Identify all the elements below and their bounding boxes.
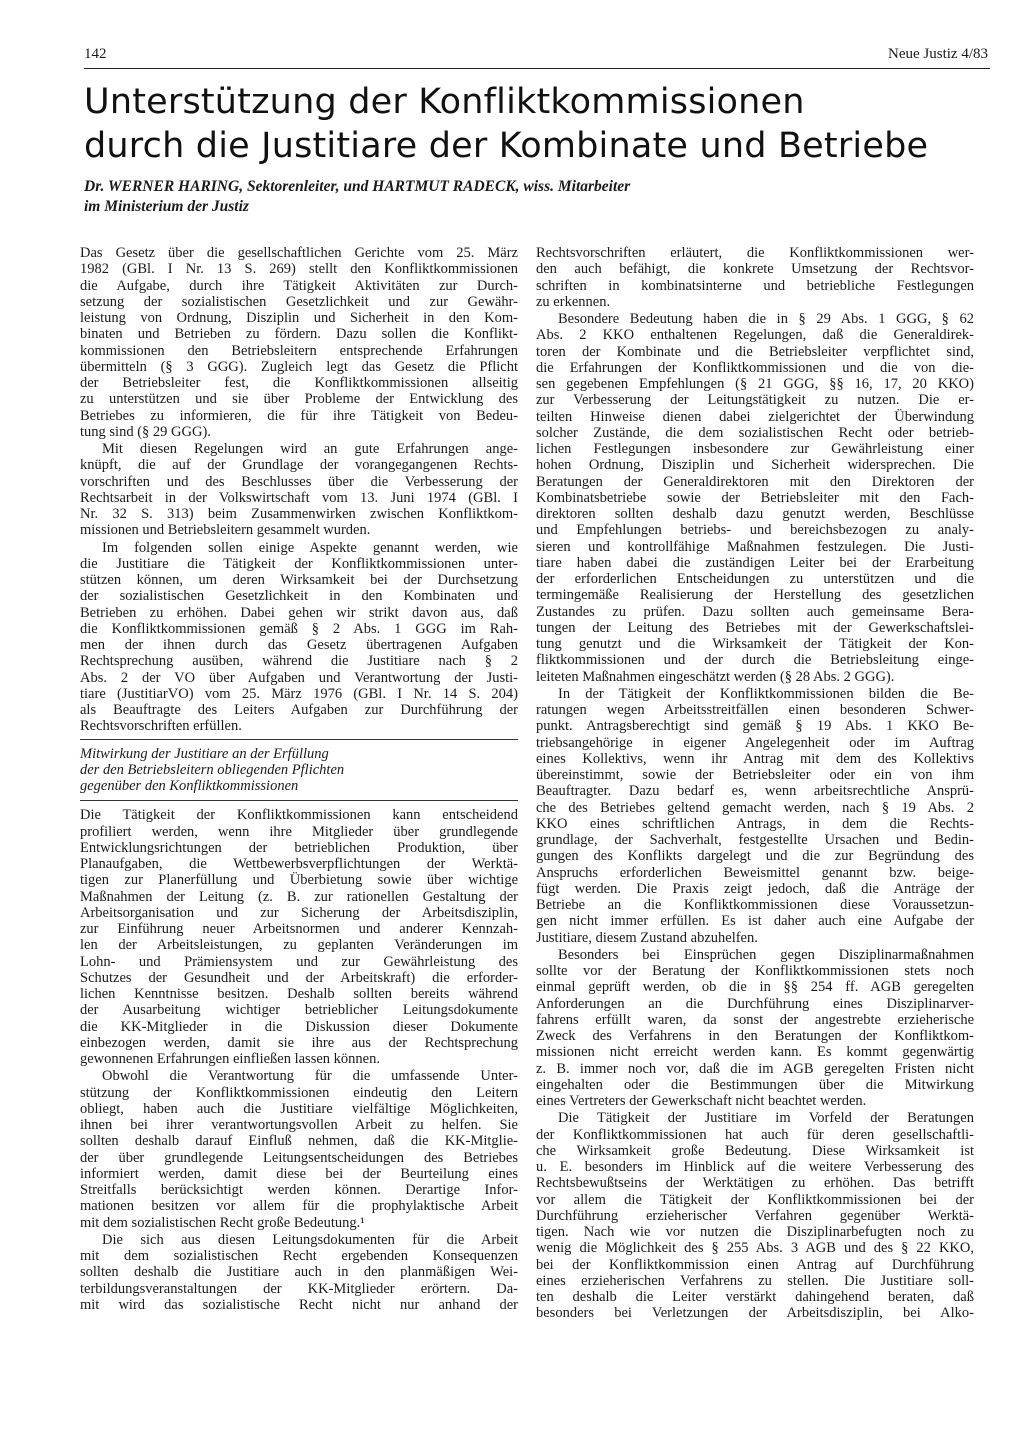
text-line: Zweck des Verfahrens in den Beratungen der Konfliktkom-: [536, 1028, 974, 1044]
text-line: Rechtsprechung ausüben, während die Justitiare nach § 2: [80, 653, 518, 670]
text-line: u. E. besonders im Hinblick auf die weitere Verbesserung des: [536, 1159, 974, 1175]
text-line: Rechtsvorschriften erfüllen.: [80, 718, 242, 735]
text-line: einbezogen werden, damit sie ihre aus der Rechtsprechung: [80, 1034, 518, 1051]
text-line: besonders bei Verletzungen der Arbeitsdisziplin, bei Alko-: [536, 1305, 974, 1322]
authors-line: im Ministerium der Justiz: [84, 198, 249, 215]
text-line: der Betriebsleiter fest, die Konfliktkommissionen allseitig: [80, 375, 518, 391]
text-line: che Wirksamkeit große Bedeutung. Diese Wirksamkeit ist: [536, 1142, 974, 1159]
text-line: schriften in kombinatsinterne und betriebliche Festlegungen: [536, 277, 974, 294]
paragraph: [536, 311, 974, 685]
text-line: Obwohl die Verantwortung für die umfassende Unter-: [102, 1068, 518, 1085]
text-line: Anspruchs erforderlichen Beweismittel genannt bzw. beige-: [536, 864, 974, 881]
text-line: knüpft, die auf der Grundlage der vorangegangenen Rechts-: [80, 457, 518, 474]
text-line: Schutzes der Gesundheit und der Arbeitskraft) die erforder-: [80, 969, 518, 986]
text-line: ihnen bei ihrer verantwortungsvollen Arbeit zu helfen. Sie: [80, 1117, 518, 1133]
text-line: Arbeitsorganisation und zur Sicherung der Arbeitsdisziplin,: [80, 904, 518, 921]
text-line: Die Tätigkeit der Konfliktkommissionen kann entscheidend: [80, 807, 518, 824]
text-line: missionen und Betriebsleitern gesammelt wurden.: [80, 522, 371, 539]
text-line: termingemäße Realisierung der Herstellung des gesetzlichen: [536, 587, 974, 604]
text-line: den auch befähigt, die konkrete Umsetzung der Rechtsvor-: [536, 261, 974, 278]
text-line: der über grundlegende Leitungsentscheidungen des Betriebes: [80, 1149, 518, 1166]
text-line: als Beauftragte des Leiters Aufgaben zur Durchführung der: [80, 702, 518, 718]
paragraph: [80, 441, 518, 539]
text-line: lichen Kenntnisse besitzen. Deshalb sollten bereits während: [80, 986, 518, 1002]
text-line: gewonnenen Erfahrungen einfließen lassen können.: [80, 1051, 380, 1067]
text-line: mit dem sozialistischen Recht ergebenden Konsequenzen: [80, 1248, 518, 1264]
text-line: der Konfliktkommissionen hat auch für deren gesellschaftli-: [536, 1126, 974, 1143]
text-line: gegenüber den Konfliktkommissionen: [80, 778, 299, 794]
text-line: die KK-Mitglieder in die Diskussion dieser Dokumente: [80, 1018, 518, 1035]
text-line: wenig die Möglichkeit des § 255 Abs. 3 AGB und des § 22 KKO,: [536, 1240, 974, 1257]
text-line: eines erzieherischen Verfahrens zu stellen. Die Justitiare soll-: [536, 1272, 974, 1289]
text-line: eines Kollektivs, wenn ihr Antrag mit dem des Kollektivs: [536, 750, 974, 767]
page-number: 142: [84, 46, 107, 62]
article-title-line: durch die Justitiare der Kombinate und Betriebe: [84, 126, 929, 166]
text-line: sollte vor der Beratung der Konfliktkommissionen stets noch: [536, 963, 974, 979]
section-heading: [80, 739, 518, 802]
text-line: 1982 (GBl. I Nr. 13 S. 269) stellt den Konfliktkommissionen: [80, 261, 518, 278]
text-line: Beauftragter. Dazu bedarf es, wenn arbeitsrechtliche Ansprü-: [536, 783, 974, 800]
text-line: Abs. 2 KKO enthaltenen Regelungen, daß die Generaldirek-: [536, 327, 974, 344]
text-line: übereinstimmt, sowie der Betriebsleiter oder ein von ihm: [536, 767, 974, 783]
left-column: [80, 245, 518, 1314]
text-line: Maßnahmen der Leitung (z. B. zur rationellen Gestaltung der: [80, 888, 518, 905]
page-header: [84, 42, 990, 69]
text-line: Nr. 32 S. 313) beim Zusammenwirken zwischen Konfliktkom-: [80, 506, 518, 522]
text-line: tung sind (§ 29 GGG).: [80, 423, 211, 440]
text-line: ten deshalb die Leiter verstärkt dahingehend beraten, daß: [536, 1289, 974, 1305]
paragraph: [80, 807, 518, 1067]
text-line: eines Vertreters der Gewerkschaft nicht beachtet werden.: [536, 1093, 867, 1109]
text-line: toren der Kombinate und die Betriebsleiter verpflichtet sind,: [536, 343, 974, 360]
text-line: Besondere Bedeutung haben die in § 29 Abs. 1 GGG, § 62: [558, 311, 974, 327]
text-line: z. B. immer noch vor, daß die im AGB geregelten Fristen nicht: [536, 1060, 974, 1077]
text-line: sieren und kontrollfähige Maßnahmen festzulegen. Die Justi-: [536, 538, 974, 555]
text-line: tungen der Leitung des Betriebes mit der Gewerkschaftslei-: [536, 619, 974, 636]
text-line: Rechtsarbeit in der Volkswirtschaft vom 13. Juni 1974 (GBl. I: [80, 489, 518, 506]
text-line: Lohn- und Prämiensystem und zur Gewährleistung des: [80, 953, 518, 970]
text-line: punkt. Antragsberechtigt sind gemäß § 19 Abs. 1 KKO Be-: [536, 718, 974, 735]
text-line: Im folgenden sollen einige Aspekte genannt werden, wie: [102, 539, 518, 556]
text-line: Entwicklungsrichtungen der betrieblichen Produktion, über: [80, 839, 518, 856]
text-line: die Justitiare die Tätigkeit der Konfliktkommissionen unter-: [80, 555, 518, 572]
text-line: teilten Hinweise dienen dabei zielgerichtet der Überwindung: [536, 408, 974, 425]
text-line: Die sich aus diesen Leitungsdokumenten für die Arbeit: [102, 1231, 518, 1248]
text-line: zu erkennen.: [536, 293, 611, 310]
text-line: missionen nicht erreicht werden kann. Es kommt gegenwärtig: [536, 1044, 974, 1061]
text-line: zu unterstützen und sie über Probleme der Entwicklung des: [80, 391, 518, 408]
text-line: Beratungen der Generaldirektoren mit den Direktoren der: [536, 473, 974, 490]
paragraph: [80, 1232, 518, 1313]
text-line: Betrieben zu erhöhen. Dabei gehen wir strikt davon aus, daß: [80, 604, 518, 621]
text-line: der Ausarbeitung wichtiger betrieblicher Leitungsdokumente: [80, 1002, 518, 1019]
text-line: Anforderungen an die Durchführung eines Disziplinarver-: [536, 995, 974, 1012]
text-line: gen nicht immer erfüllen. Es ist daher auch eine Aufgabe der: [536, 913, 974, 930]
paragraph: [80, 245, 518, 440]
text-line: Mit diesen Regelungen wird an gute Erfahrungen ange-: [102, 441, 518, 457]
text-line: mit dem sozialistischen Recht große Bedeutung.¹: [80, 1214, 365, 1231]
text-line: men der ihnen durch das Gesetz übertragenen Aufgaben: [80, 637, 518, 653]
text-line: Durchführung erzieherischer Verfahren gegenüber Werktä-: [536, 1207, 974, 1224]
text-line: der sozialistischen Gesetzlichkeit in den Kombinaten und: [80, 588, 518, 605]
text-line: tung genutzt und die Wirksamkeit der Tätigkeit der Kon-: [536, 636, 974, 652]
text-line: vor allem die Tätigkeit der Konfliktkommissionen bei der: [536, 1191, 974, 1208]
text-line: che des Betriebes geltend gemacht werden, nach § 19 Abs. 2: [536, 799, 974, 816]
paragraph: [80, 1068, 518, 1231]
text-line: sollten deshalb darauf Einfluß nehmen, daß die KK-Mitglie-: [80, 1133, 518, 1150]
text-line: Zustandes zu prüfen. Dazu sollten auch gemeinsame Bera-: [536, 603, 974, 620]
text-line: Planaufgaben, die Wettbewerbsverpflichtungen der Werktä-: [80, 856, 518, 872]
text-line: Streitfalls berücksichtigt werden können. Derartige Infor-: [80, 1182, 518, 1198]
text-line: Rechtsbewußtseins der Werktätigen zu erhöhen. Das betrifft: [536, 1175, 974, 1192]
paragraph: [536, 686, 974, 946]
text-line: Justitiare, diesem Zustand abzuhelfen.: [536, 929, 758, 946]
text-line: setzung der sozialistischen Gesetzlichkeit und zur Gewähr-: [80, 293, 518, 310]
text-line: stützung der Konfliktkommissionen eindeutig den Leitern: [80, 1084, 518, 1101]
text-line: die Erfahrungen der Konfliktkommissionen und die von die-: [536, 359, 974, 376]
text-line: die Konfliktkommissionen gemäß § 2 Abs. 1 GGG im Rah-: [80, 620, 518, 637]
text-line: Das Gesetz über die gesellschaftlichen Gerichte vom 25. März: [80, 245, 518, 261]
text-line: mationen besitzen vor allem für die prophylaktische Arbeit: [80, 1198, 518, 1215]
text-line: len der Arbeitsleistungen, zu geplanten Veränderungen im: [80, 937, 518, 954]
text-line: zur Verbesserung der Leitungstätigkeit zu nutzen. Die er-: [536, 392, 974, 409]
text-line: Die Tätigkeit der Justitiare im Vorfeld der Beratungen: [558, 1110, 974, 1127]
text-line: zur Einführung neuer Arbeitsnormen und anderer Kennzah-: [80, 921, 518, 937]
authors-line: Dr. WERNER HARING, Sektorenleiter, und HARTMUT RADECK, wiss. Mitarbeiter: [84, 178, 631, 195]
text-line: informiert werden, damit diese bei der Beurteilung eines: [80, 1165, 518, 1182]
text-line: tiare haben dabei die zuständigen Leiter bei der Erarbeitung: [536, 554, 974, 571]
text-line: grundlage, der Sachverhalt, festgestellte Ursachen und Bedin-: [536, 832, 974, 848]
text-line: profiliert werden, wenn ihre Mitglieder über grundlegende: [80, 823, 518, 840]
text-line: eingehalten oder die Bestimmungen über die Mitwirkung: [536, 1076, 974, 1093]
paragraph: [80, 540, 518, 735]
text-line: Betriebes zu informieren, die für ihre Tätigkeit von Bedeu-: [80, 407, 518, 424]
right-column: [536, 245, 974, 1323]
text-line: Besonders bei Einsprüchen gegen Disziplinarmaßnahmen: [558, 946, 974, 963]
text-line: hohen Ordnung, Disziplin und Sicherheit widersprechen. Die: [536, 457, 974, 474]
text-line: obliegt, haben auch die Justitiare vielfältige Möglichkeiten,: [80, 1100, 518, 1117]
paragraph: [536, 947, 974, 1110]
journal-reference: Neue Justiz 4/83: [888, 46, 988, 62]
text-line: der erforderlichen Entscheidungen zu unterstützen und die: [536, 571, 974, 587]
text-line: und Empfehlungen betriebs- und bereichsbezogen zu analy-: [536, 522, 974, 539]
text-line: tiare (JustitiarVO) vom 25. März 1976 (GBl. I Nr. 14 S. 204): [80, 685, 518, 702]
text-line: die Aufgabe, durch ihre Tätigkeit Aktivitäten zur Durch-: [80, 277, 518, 294]
text-line: binaten und Betrieben zu fördern. Dazu sollen die Konflikt-: [80, 326, 518, 343]
text-line: Kombinatsbetriebe sowie der Betriebsleiter mit den Fach-: [536, 489, 974, 506]
text-line: fliktkommissionen und der durch die Betriebsleitung einge-: [536, 652, 974, 669]
article-title-line: Unterstützung der Konfliktkommissionen: [84, 82, 805, 122]
text-line: leiteten Maßnahmen eingeschätzt werden (§ 28 Abs. 2 GGG).: [536, 668, 895, 685]
text-line: übermitteln (§ 3 GGG). Zugleich legt das Gesetz die Pflicht: [80, 358, 518, 375]
paragraph: [536, 1110, 974, 1321]
text-line: fügt werden. Die Praxis zeigt jedoch, daß die Anträge der: [536, 880, 974, 897]
text-line: vorschriften und des Beschlusses über die Verbesserung der: [80, 473, 518, 490]
text-line: In der Tätigkeit der Konfliktkommissionen bilden die Be-: [558, 685, 974, 702]
text-line: Abs. 2 der VO über Aufgaben und Verantwortung der Justi-: [80, 669, 518, 686]
text-line: leistung von Ordnung, Disziplin und Sicherheit in den Kom-: [80, 310, 518, 326]
text-line: gungen des Konflikts dargelegt und die zur Begründung des: [536, 848, 974, 865]
text-line: sen gegebenen Empfehlungen (§ 21 GGG, §§ 16, 17, 20 KKO): [536, 376, 974, 392]
paragraph: [536, 245, 974, 310]
text-line: tigen. Nach wie vor nutzen die Disziplinarbefugten noch zu: [536, 1224, 974, 1240]
text-line: Mitwirkung der Justitiare an der Erfüllung: [80, 745, 329, 762]
article-title: [84, 80, 990, 168]
text-line: Betriebe an die Konfliktkommissionen diese Voraussetzun-: [536, 897, 974, 913]
text-line: solcher Zustände, die dem sozialistischen Recht oder betrieb-: [536, 424, 974, 441]
text-line: tigen zur Planerfüllung und Überbietung sowie über wichtige: [80, 872, 518, 889]
text-line: lichen Festlegungen insbesondere zur Gewährleistung einer: [536, 441, 974, 457]
text-line: stützen können, um deren Wirksamkeit bei der Durchsetzung: [80, 572, 518, 588]
text-line: fahrens erfüllt waren, da sonst der angestrebte erzieherische: [536, 1011, 974, 1028]
text-line: direktoren sollten deshalb dazu genutzt werden, Beschlüsse: [536, 506, 974, 522]
article-authors: [84, 177, 990, 217]
text-line: kommissionen den Betriebsleitern entsprechende Erfahrungen: [80, 342, 518, 359]
text-line: KKO eines schriftlichen Antrags, in dem die Rechts-: [536, 815, 974, 832]
text-line: der den Betriebsleitern obliegenden Pflichten: [80, 761, 345, 778]
text-line: ratungen wegen Arbeitsstreitfällen einen besonderen Schwer-: [536, 702, 974, 718]
text-line: mit wird das sozialistische Recht nicht nur anhand der: [80, 1296, 518, 1313]
text-line: einmal geprüft werden, ob die in §§ 254 ff. AGB geregelten: [536, 979, 974, 996]
text-line: Rechtsvorschriften erläutert, die Konfliktkommissionen wer-: [536, 245, 974, 261]
text-line: bei der Konfliktkommission einen Antrag auf Durchführung: [536, 1256, 974, 1273]
text-line: terbildungsveranstaltungen der KK-Mitglieder erörtern. Da-: [80, 1280, 518, 1297]
text-line: sollten deshalb die Justitiare auch in den planmäßigen Wei-: [80, 1264, 518, 1281]
text-line: triebsangehörige in eigener Angelegenheit oder im Auftrag: [536, 734, 974, 751]
